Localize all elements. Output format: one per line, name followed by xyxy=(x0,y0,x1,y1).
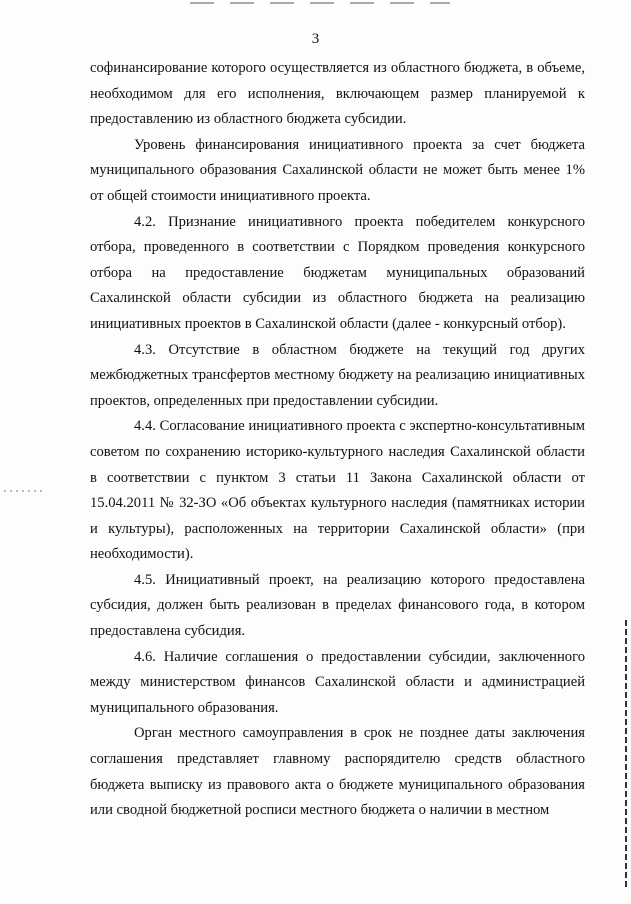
scan-artifact-right xyxy=(625,620,627,890)
paragraph-4-3: 4.3. Отсутствие в областном бюджете на текущий год других межбюджетных трансфертов местному бюджету на реализацию инициативных проектов, определенных при предоставлении субсидии. xyxy=(90,341,585,409)
paragraph-final: Орган местного самоуправления в срок не позднее даты заключения соглашения представляет главному распорядителю средств областного бюджета выписку из правового акта о бюджете муниципального образования или сводной бюджетной росписи местного бюджета о наличии в местном xyxy=(90,725,585,819)
document-body xyxy=(90,56,585,824)
paragraph-2: Уровень финансирования инициативного проекта за счет бюджета муниципального образования Сахалинской области не может быть менее 1% от общей стоимости инициативного проекта. xyxy=(90,136,585,204)
paragraph-4-5: 4.5. Инициативный проект, на реализацию которого предоставлена субсидия, должен быть реализован в пределах финансового года, в котором предоставлена субсидия. xyxy=(90,571,585,640)
paragraph-1: софинансирование которого осуществляется из областного бюджета, в объеме, необходимом для его исполнения, включающем размер планируемой к предоставлению из областного бюджета субсидии. xyxy=(90,60,585,128)
paragraph-4-2: 4.2. Признание инициативного проекта победителем конкурсного отбора, проведенного в соответствии с Порядком проведения конкурсного отбора на предоставление бюджетам муниципальных образований Сахалинской области субсидии из областного бюджета на реализацию инициативных проектов в Сахалинской области (далее - конкурсный отбор). xyxy=(90,213,585,332)
page-number: 3 xyxy=(311,31,320,47)
paragraph-4-6: 4.6. Наличие соглашения о предоставлении субсидии, заключенного между министерством финансов Сахалинской области и администрацией муниципального образования. xyxy=(90,648,585,716)
scan-artifact-top xyxy=(190,2,450,4)
paragraph-4-4: 4.4. Согласование инициативного проекта с экспертно-консультативным советом по сохранению историко-культурного наследия Сахалинской области в соответствии с пунктом 3 статьи 11 Закона Сахалинской области от 15.04.2011 № 32-ЗО «Об объектах культурного наследия (памятниках истории и культуры), расположенных на территории Сахалинской области» (при необходимости). xyxy=(90,418,585,563)
scan-artifact-left xyxy=(4,490,44,492)
